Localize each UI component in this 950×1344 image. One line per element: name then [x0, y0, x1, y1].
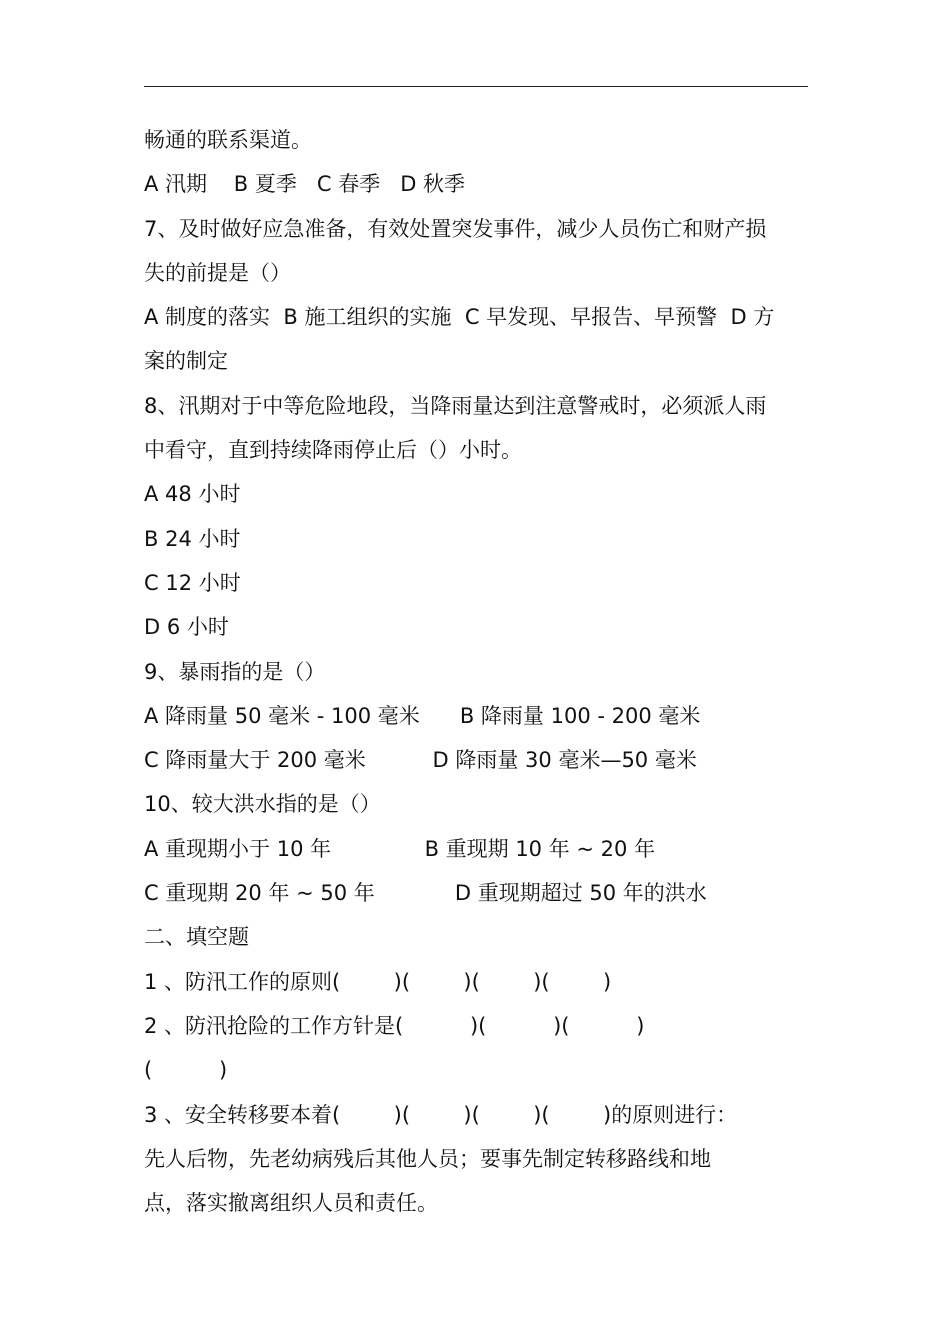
question-10-stem: 10、较大洪水指的是（）: [144, 792, 381, 817]
text-line: 畅通的联系渠道。: [144, 128, 312, 152]
fill-question-2: 2 、防汛抢险的工作方针是( )( )( ): [144, 1013, 645, 1038]
question-9-options-ab: A 降雨量 50 毫米 - 100 毫米 B 降雨量 100 - 200 毫米: [144, 703, 701, 728]
question-7-options: A 制度的落实 B 施工组织的实施 C 早发现、早报告、早预警 D 方: [144, 305, 775, 330]
question-8-stem: 8、汛期对于中等危险地段，当降雨量达到注意警戒时，必须派人雨: [144, 393, 767, 418]
question-8-option-b: B 24 小时: [144, 526, 241, 551]
question-8-option-a: A 48 小时: [144, 482, 241, 507]
fill-question-1: 1 、防汛工作的原则( )( )( )( ): [144, 969, 612, 994]
question-6-options: A 汛期 B 夏季 C 春季 D 秋季: [144, 172, 466, 197]
fill-question-3-cont: 先人后物，先老幼病残后其他人员；要事先制定转移路线和地: [144, 1146, 711, 1171]
document-body: [144, 118, 834, 1225]
question-10-options-ab: A 重现期小于 10 年 B 重现期 10 年 ~ 20 年: [144, 836, 656, 861]
question-8-option-c: C 12 小时: [144, 570, 241, 595]
question-7-stem-cont: 失的前提是（）: [144, 260, 291, 285]
question-8-stem-cont: 中看守，直到持续降雨停止后（）小时。: [144, 438, 522, 463]
fill-question-3: 3 、安全转移要本着( )( )( )( )的原则进行：: [144, 1102, 738, 1127]
question-8-option-d: D 6 小时: [144, 615, 229, 640]
question-7-options-cont: 案的制定: [144, 349, 228, 374]
question-7-stem: 7、及时做好应急准备，有效处置突发事件，减少人员伤亡和财产损: [144, 216, 767, 241]
header-rule: [144, 86, 808, 87]
question-9-options-cd: C 降雨量大于 200 毫米 D 降雨量 30 毫米—50 毫米: [144, 748, 697, 773]
question-9-stem: 9、暴雨指的是（）: [144, 659, 326, 684]
section-heading: 二、填空题: [144, 925, 249, 950]
question-10-options-cd: C 重现期 20 年 ~ 50 年 D 重现期超过 50 年的洪水: [144, 881, 707, 906]
fill-question-2-cont: ( ): [144, 1058, 228, 1083]
fill-question-3-cont-2: 点，落实撤离组织人员和责任。: [144, 1191, 438, 1216]
